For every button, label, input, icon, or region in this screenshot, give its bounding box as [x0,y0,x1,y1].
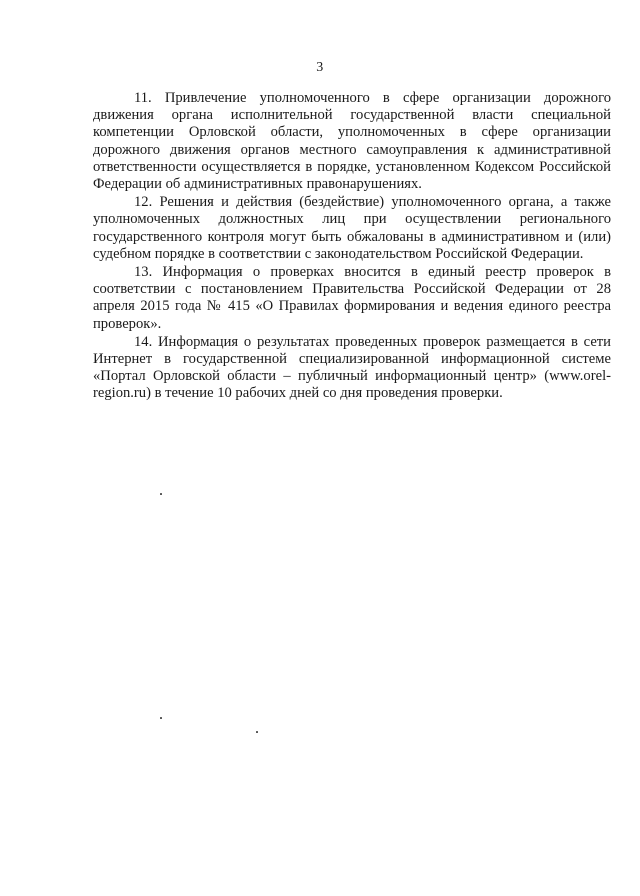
scan-speck [256,731,258,733]
scan-speck [160,493,162,495]
paragraph-12: 12. Решения и действия (бездействие) уполномоченного органа, а также уполномоченных должностных лиц при осуществлении регионального государственного контроля могут быть обжалованы в административном и (или) судебном порядке в соответствии с законодательством Российской Федерации. [93,194,611,262]
paragraph-11: 11. Привлечение уполномоченного в сфере организации дорожного движения органа исполнительной государственной власти специальной компетенции Орловской области, уполномоченных в сфере организации дорожного движения органов местного самоуправления к административной ответственности осуществляется в порядке, установленном Кодексом Российской Федерации об административных правонарушениях. [93,90,611,193]
paragraph-13: 13. Информация о проверках вносится в единый реестр проверок в соответствии с постановлением Правительства Российской Федерации от 28 апреля 2015 года № 415 «О Правилах формирования и ведения единого реестра проверок». [93,264,611,332]
paragraph-14: 14. Информация о результатах проведенных проверок размещается в сети Интернет в государственной специализированной информационной системе «Портал Орловской области – публичный информационный центр» (www.orel-region.ru) в течение 10 рабочих дней со дня проведения проверки. [93,333,611,402]
document-body [93,90,611,403]
scan-speck [160,717,162,719]
page-number: 3 [316,60,324,75]
